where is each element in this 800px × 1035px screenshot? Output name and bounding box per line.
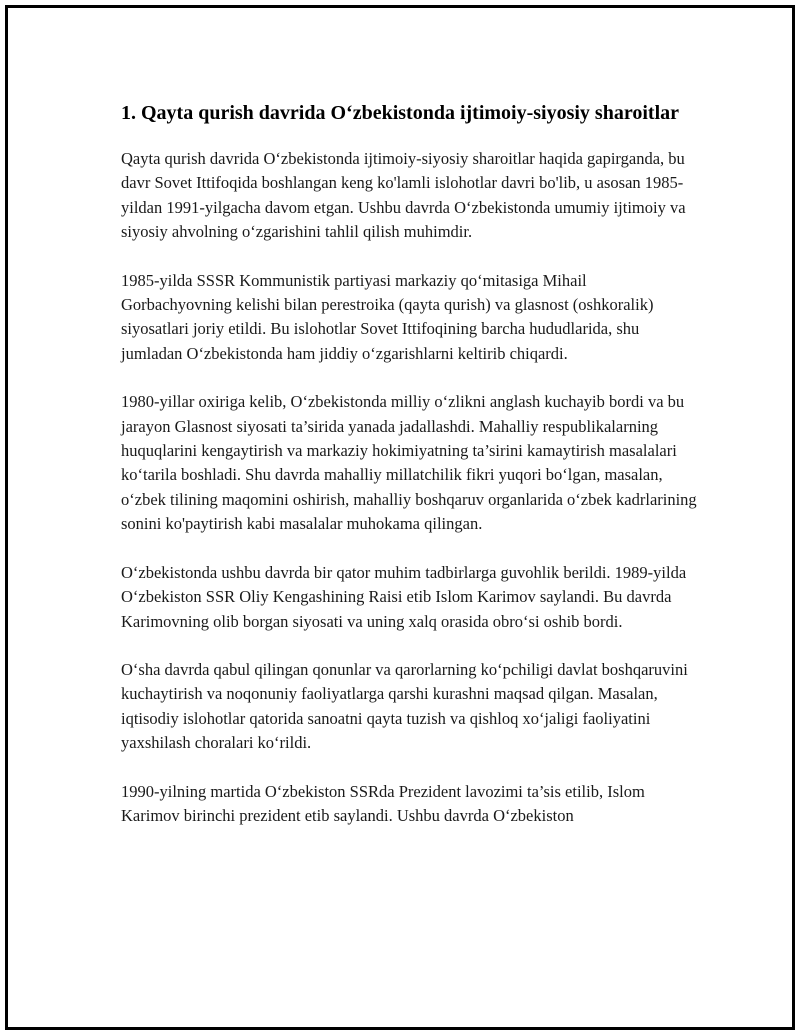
document-body bbox=[121, 100, 701, 852]
document-page bbox=[5, 5, 795, 1030]
paragraph-perestroika: 1985-yilda SSSR Kommunistik partiyasi markaziy qo‘mitasiga Mihail Gorbachyovning kelishi bilan perestroika (qayta qurish) va glasnost (oshkoralik) siyosatlari joriy etildi. Bu islohotlar Sovet Ittifoqining barcha hududlarida, shu jumladan O‘zbekistonda ham jiddiy o‘zgarishlarni keltirib chiqardi. bbox=[121, 270, 654, 363]
paragraph-karimov-elected: O‘zbekistonda ushbu davrda bir qator muhim tadbirlarga guvohlik berildi. 1989-yilda O‘zbekiston SSR Oliy Kengashining Raisi etib Islom Karimov saylandi. Bu davrda Karimovning olib borgan siyosati va uning xalq orasida obro‘si oshib bordi. bbox=[121, 562, 687, 631]
paragraph-laws: O‘sha davrda qabul qilingan qonunlar va qarorlarning ko‘pchiligi davlat boshqaruvini kuchaytirish va noqonuniy faoliyatlarga qarshi kurashni maqsad qilgan. Masalan, iqtisodiy islohotlar qatorida sanoatni qayta tuzish va qishloq xo‘jaligi faoliyatini yaxshilash choralari ko‘rildi. bbox=[121, 659, 688, 753]
paragraph-national-identity: 1980-yillar oxiriga kelib, O‘zbekistonda milliy o‘zlikni anglash kuchayib bordi va bu jarayon Glasnost siyosati ta’sirida yanada jadallashdi. Mahalliy respublikalarning huquqlarini kengaytirish va markaziy hokimiyatning ta’sirini kamaytirish masalalari ko‘tarila boshladi. Shu davrda mahalliy millatchilik fikri yuqori bo‘lgan, masalan, o‘zbek tilining maqomini oshirish, mahalliy boshqaruv organlarida o‘zbek kadrlarining sonini ko'paytirish kabi masalalar muhokama qilingan. bbox=[121, 392, 697, 534]
paragraph-intro: Qayta qurish davrida O‘zbekistonda ijtimoiy-siyosiy sharoitlar haqida gapirganda, bu davr Sovet Ittifoqida boshlangan keng ko'lamli islohotlar davri bo'lib, u asosan 1985-yildan 1991-yilgacha davom etgan. Ushbu davrda O‘zbekistonda umumiy ijtimoiy va siyosiy ahvolning o‘zgarishini tahlil qilish muhimdir. bbox=[121, 149, 686, 242]
section-heading: 1. Qayta qurish davrida O‘zbekistonda ijtimoiy-siyosiy sharoitlar bbox=[121, 102, 680, 124]
paragraph-presidency: 1990-yilning martida O‘zbekiston SSRda Prezident lavozimi ta’sis etilib, Islom Karimov birinchi prezident etib saylandi. Ushbu davrda O‘zbekiston bbox=[121, 781, 645, 825]
